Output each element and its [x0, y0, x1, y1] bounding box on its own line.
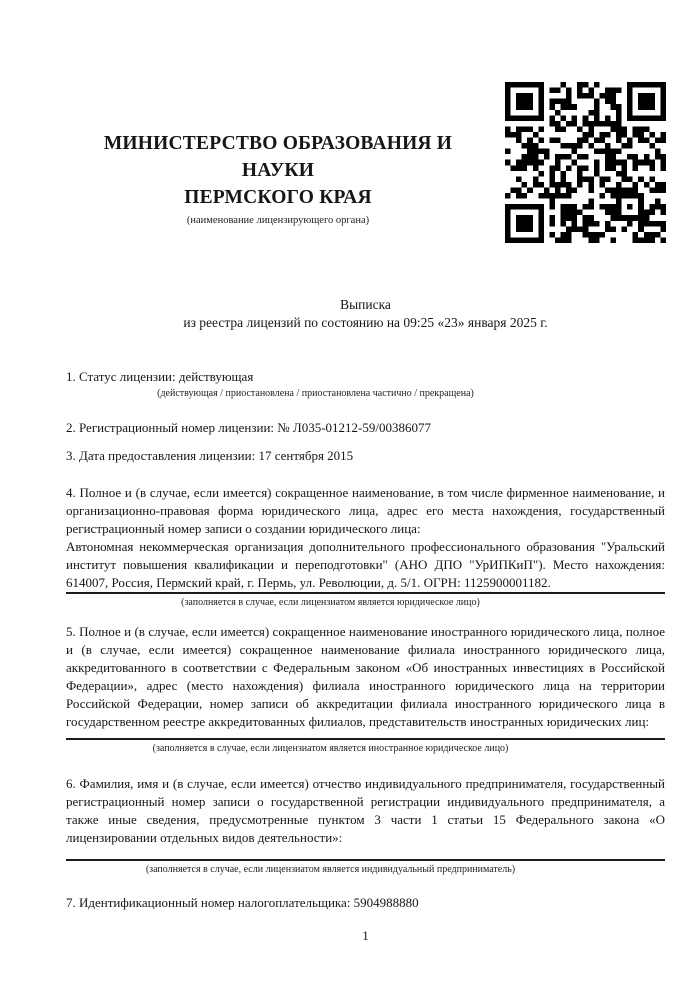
ministry-name-line1: МИНИСТЕРСТВО ОБРАЗОВАНИЯ И НАУКИ [103, 133, 453, 181]
ministry-name-line2: ПЕРМСКОГО КРАЯ [184, 187, 372, 208]
page-number: 1 [362, 928, 369, 943]
document-title-block [66, 296, 665, 332]
registration-number-text: 2. Регистрационный номер лицензии: № Л035-01212-59/00386077 [66, 420, 432, 435]
item-legal-entity [66, 484, 665, 609]
entrepreneur-underline [66, 859, 665, 861]
item-foreign-entity [66, 623, 665, 755]
taxpayer-id-text: 7. Идентификационный номер налогоплательщика: 5904988880 [66, 895, 419, 910]
document-subtitle: из реестра лицензий по состоянию на 09:25 «23» января 2025 г. [183, 315, 548, 330]
legal-entity-label: 4. Полное и (в случае, если имеется) сокращенное наименование, в том числе фирменное наименование, и организационно-правовая форма юридического лица, адрес его места нахождения, государственный регистрационный номер записи о создании юридического лица: [66, 485, 665, 536]
entrepreneur-label: 6. Фамилия, имя и (в случае, если имеется) отчество индивидуального предпринимателя, государственный регистрационный номер записи о государственной регистрации индивидуального предпринимателя, а также иные сведения, предусмотренные пунктом 3 части 1 статьи 15 Федерального закона «О лицензировании отдельных видов деятельности»: [66, 776, 665, 845]
legal-entity-value: Автономная некоммерческая организация дополнительного профессионального образования "Уральский институт повышения квалификации и переподготовки" (АНО ДПО "УрИПКиП"). Место нахождения: 614007, Россия, Пермский край, г. Пермь, ул. Революции, д. 5/1. ОГРН: 1125900001182. [66, 539, 665, 590]
license-status-text: 1. Статус лицензии: действующая [66, 369, 254, 384]
item-entrepreneur [66, 775, 665, 876]
item-taxpayer-id [66, 894, 665, 912]
foreign-entity-underline [66, 738, 665, 740]
item-grant-date [66, 447, 665, 465]
legal-entity-underline [66, 592, 665, 594]
grant-date-text: 3. Дата предоставления лицензии: 17 сентября 2015 [66, 448, 354, 463]
ministry-name-caption: (наименование лицензирующего органа) [186, 215, 370, 226]
foreign-entity-caption: (заполняется в случае, если лицензиатом является иностранное юридическое лицо) [152, 743, 509, 754]
entrepreneur-caption: (заполняется в случае, если лицензиатом является индивидуальный предприниматель) [145, 864, 516, 875]
legal-entity-caption: (заполняется в случае, если лицензиатом является юридическое лицо) [181, 597, 480, 608]
document-title: Выписка [340, 297, 391, 312]
licensing-authority-block [66, 130, 490, 228]
license-status-options-caption: (действующая / приостановлена / приостановлена частично / прекращена) [157, 388, 474, 399]
item-license-status [66, 368, 665, 400]
foreign-entity-label: 5. Полное и (в случае, если имеется) сокращенное наименование иностранного юридического лица, полное и (в случае, если имеется) сокращенное наименование филиала иностранного юридического лица, аккредитованного в соответствии с Федеральным законом «Об иностранных инвестициях в Российской Федерации», адрес (место нахождения) филиала иностранного юридического лица на территории Российской Федерации, номер записи об аккредитации филиала иностранного юридического лица в государственном реестре аккредитованных филиалов, представительств иностранных юридических лиц: [66, 624, 665, 729]
qr-code [505, 82, 666, 243]
item-registration-number [66, 419, 665, 437]
